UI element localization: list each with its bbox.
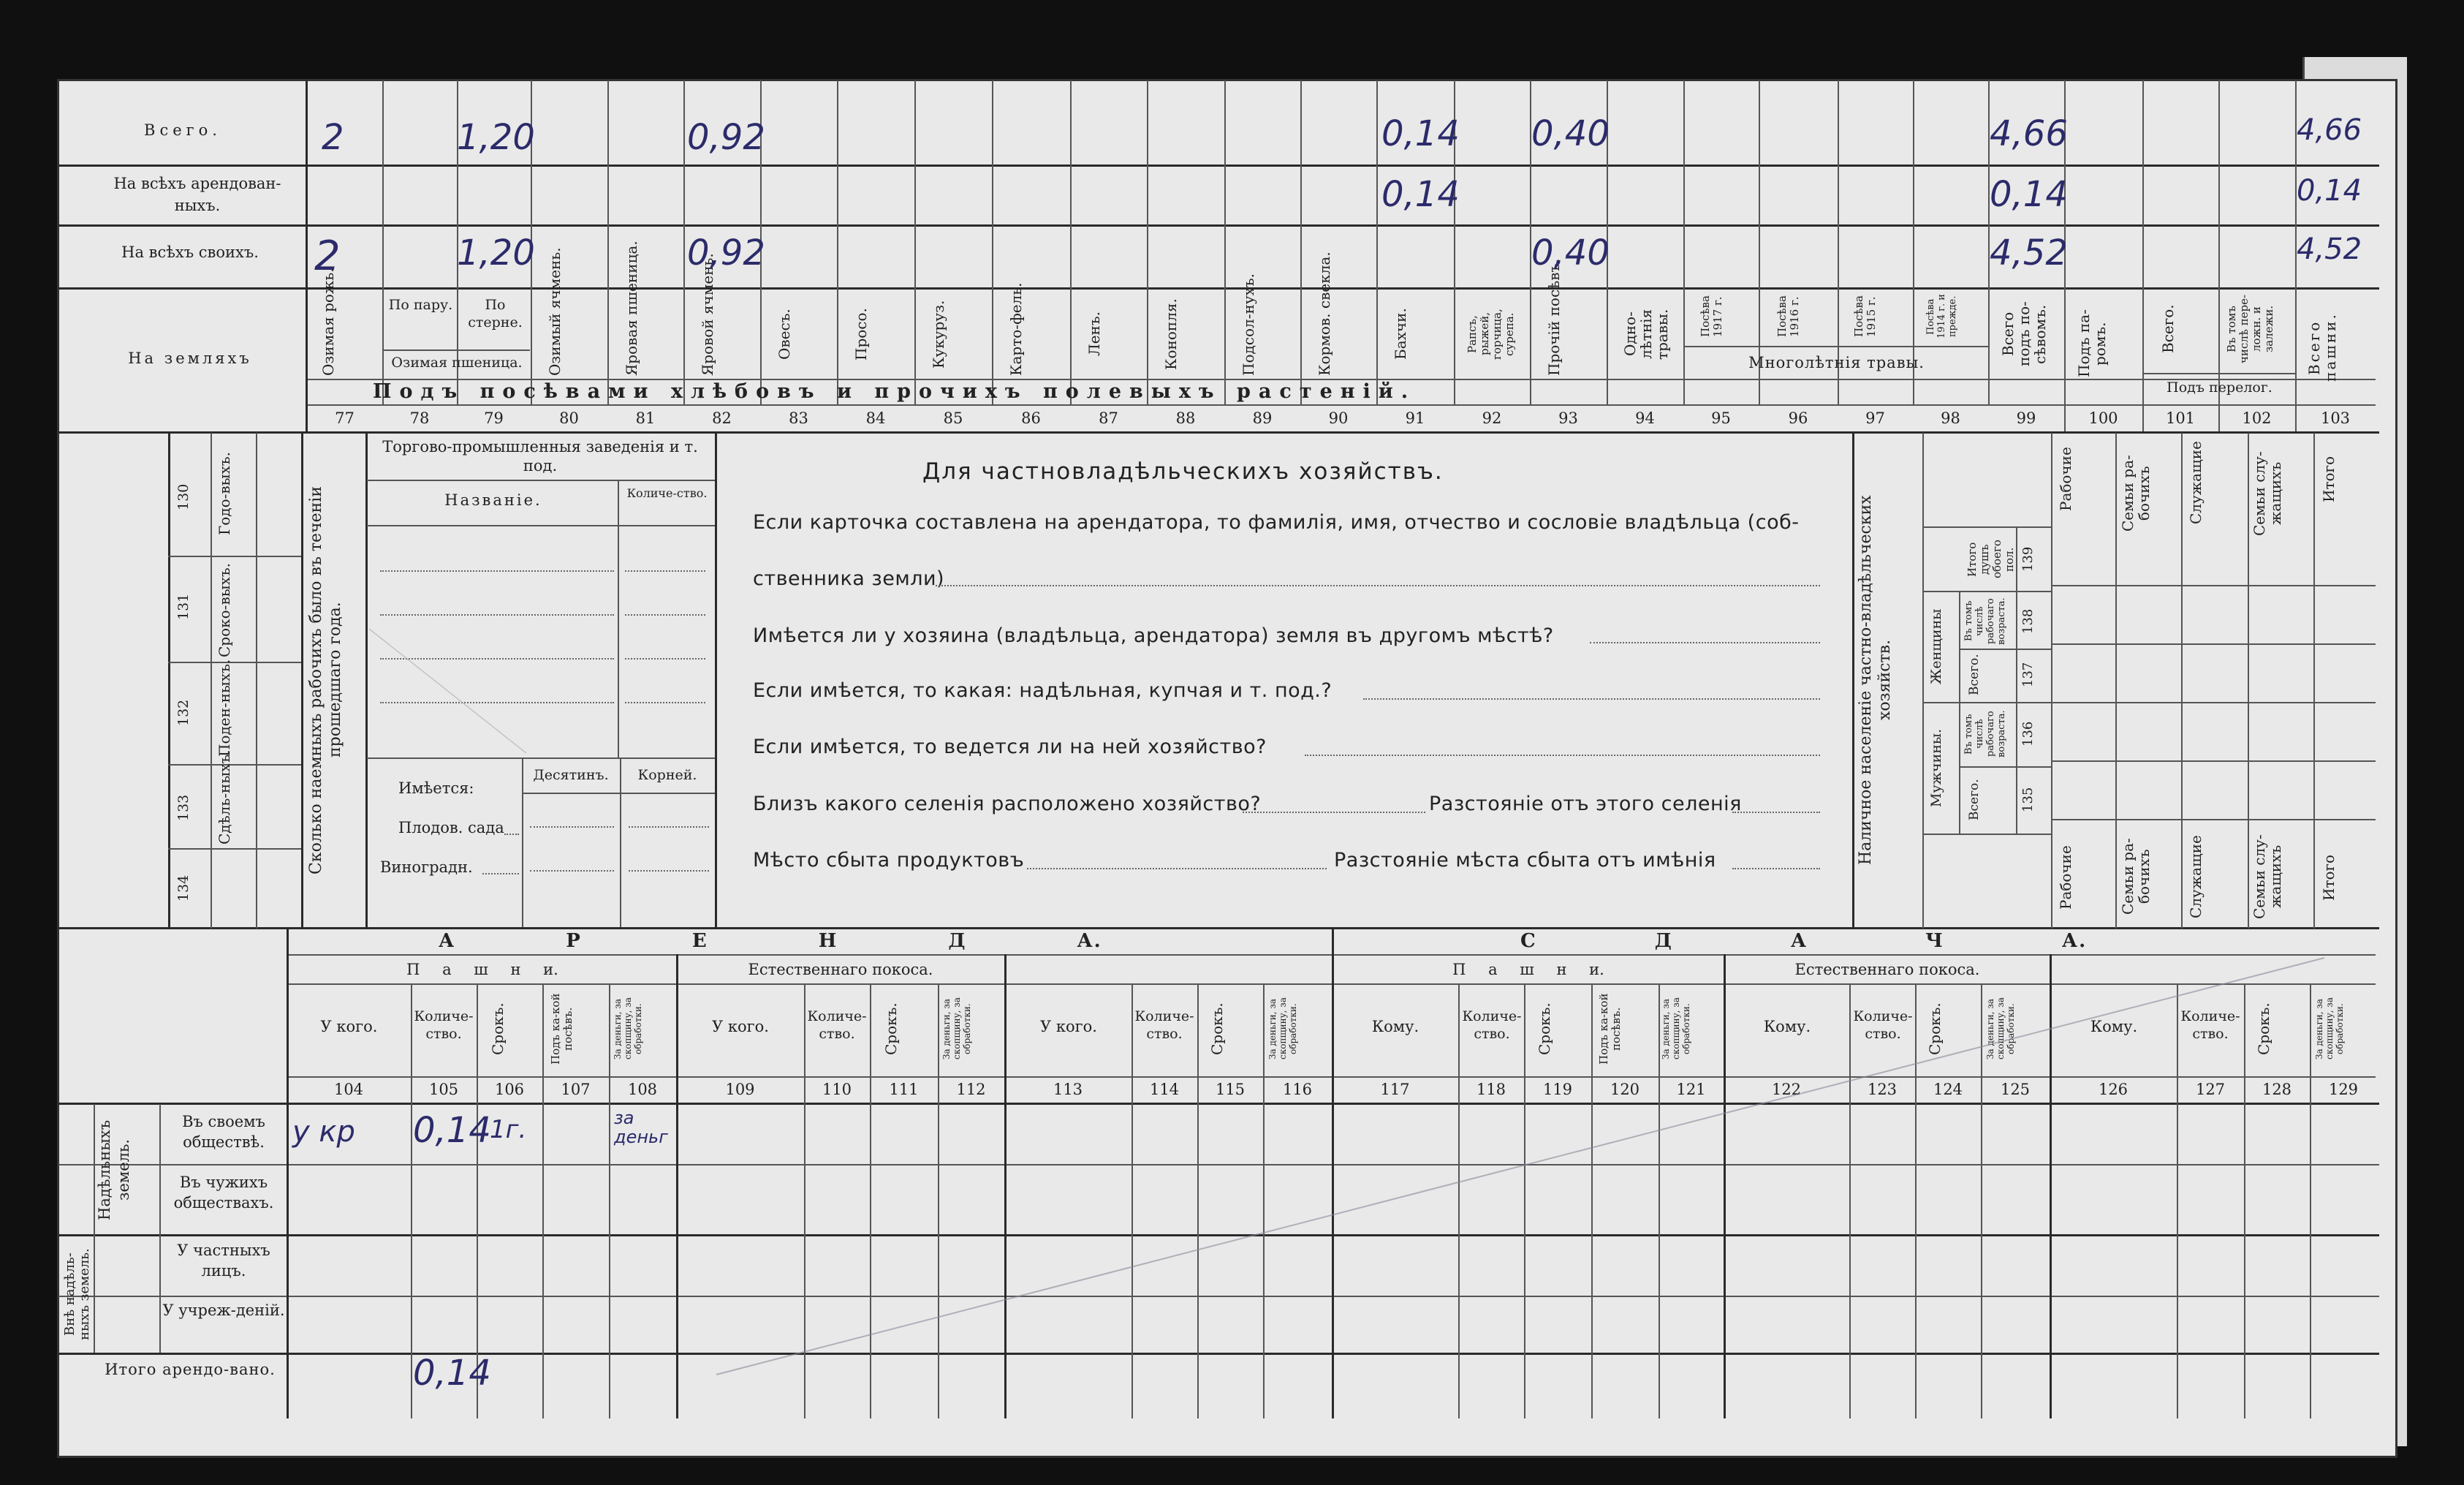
row-institutions: У учреж-денiй. [162, 1301, 285, 1319]
col-head-84: Просо. [852, 308, 870, 360]
col-head-91: Бахчи. [1392, 308, 1409, 360]
pop-num-135: 135 [2020, 787, 2036, 813]
vineyard-label: Виноградн. [380, 858, 473, 876]
hw-total-91: 0,14 [1381, 113, 1460, 154]
col-num-99: 99 [2016, 409, 2036, 427]
hw-rented-99: 0,14 [1990, 174, 2068, 215]
col-num-92: 92 [1482, 409, 1502, 427]
col-num-100: 100 [2088, 409, 2118, 427]
hired-num-132: 132 [175, 699, 192, 727]
col-head-98: Посѣва 1914 г. и прежде. [1925, 294, 1958, 339]
col-head-77: Озимая рожь. [319, 268, 337, 376]
head-106: Срокъ. [489, 1002, 507, 1055]
hw-total-82: 0,92 [687, 117, 765, 158]
head-129: За деньги, за скопщину, за обработки. [2314, 997, 2345, 1060]
head-118: Количе-ство. [1462, 1008, 1522, 1042]
korney-head: Корней. [637, 767, 697, 783]
col-num-82: 82 [712, 409, 732, 427]
row-private-persons: У частныхъ лицъ. [177, 1242, 270, 1280]
arenda-title: А Р Е Н Д А. [439, 930, 1102, 952]
col-num-79: 79 [484, 409, 504, 427]
col-num-86: 86 [1021, 409, 1041, 427]
hw-total-93: 0,40 [1531, 113, 1610, 154]
sub-head-winter-wheat: Озимая пшеница. [391, 355, 523, 371]
col-num-90: 90 [1328, 409, 1349, 427]
group-non-allotment: Внѣ надѣль-ныхъ земель. [62, 1248, 92, 1340]
head-123: Количе-ство. [1853, 1008, 1913, 1042]
col-head-80: Озимый ячмень. [546, 247, 564, 376]
hw-row1-pay: за деньг [614, 1108, 668, 1147]
col-num-81: 81 [635, 409, 656, 427]
hw-own-82: 0,92 [687, 233, 765, 273]
hw-rented-91: 0,14 [1381, 174, 1460, 215]
hw-own-93: 0,40 [1531, 233, 1610, 273]
pop-num-138: 138 [2020, 608, 2036, 634]
head-114: Количе-ство. [1134, 1008, 1194, 1042]
bcol-num-111: 111 [889, 1081, 919, 1098]
col-num-84: 84 [865, 409, 886, 427]
col-num-95: 95 [1711, 409, 1731, 427]
has-label: Имѣется: [398, 779, 474, 797]
bcol-num-105: 105 [428, 1081, 459, 1098]
bcol-num-125: 125 [2000, 1081, 2031, 1098]
col-head-103: Всего пашни. [2305, 312, 2339, 382]
question-market: Мѣсто сбыта продуктовъ [753, 849, 1025, 872]
bcol-num-128: 128 [2262, 1081, 2292, 1098]
head-119: Срокъ. [1536, 1002, 1553, 1055]
col-num-103: 103 [2320, 409, 2351, 427]
right-foot-total: Итого [2320, 854, 2338, 901]
col-num-94: 94 [1635, 409, 1655, 427]
hw-total-103: 4,66 [2297, 113, 2362, 147]
col-num-89: 89 [1252, 409, 1273, 427]
bcol-num-126: 126 [2098, 1081, 2128, 1098]
crops-band-title: Подъ посѣвами хлѣбовъ и прочихъ полевыхъ растенiй. [373, 380, 1417, 403]
col-num-85: 85 [943, 409, 963, 427]
row-label-own: На всѣхъ своихъ. [121, 243, 259, 261]
head-121: За деньги, за скопщину, за обработки. [1661, 997, 1691, 1060]
hw-total-qty: 0,14 [413, 1353, 491, 1394]
col-head-86: Карто-фель. [1007, 282, 1025, 376]
col-head-81: Яровая пшеница. [623, 241, 640, 376]
question-village-distance: Разстоянiе отъ этого селенiя [1429, 793, 1742, 815]
bcol-num-104: 104 [333, 1081, 364, 1098]
arenda-pashni: П а ш н и. [406, 961, 558, 978]
right-head-total: Итого [2320, 456, 2338, 502]
bcol-num-118: 118 [1476, 1081, 1506, 1098]
hired-num-133: 133 [175, 794, 192, 822]
col-head-95: Посѣва 1917 г. [1699, 295, 1724, 338]
pop-head-men: Мужчины. [1928, 728, 1944, 807]
bcol-num-109: 109 [725, 1081, 755, 1098]
col-head-100: Подъ па-ромъ. [2075, 309, 2109, 378]
hw-own-99: 4,52 [1990, 233, 2068, 273]
col-num-91: 91 [1405, 409, 1425, 427]
question-owner: Если карточка составлена на арендатора, то фамилiя, имя, отчество и сословiе владѣльца (соб- [753, 511, 1800, 534]
col-head-93: Прочiй посѣвъ. [1545, 258, 1563, 376]
question-market-distance: Разстоянiе мѣста сбыта отъ имѣнiя [1334, 849, 1716, 872]
col-head-78: По пару. [388, 297, 453, 313]
pop-head-total-hh: Итого душъ обоего пол. [1965, 540, 2016, 579]
trade-name-head: Названiе. [444, 491, 542, 509]
bcol-num-113: 113 [1053, 1081, 1083, 1098]
private-title: Для частновладѣльческихъ хозяйствъ. [922, 458, 1444, 485]
question-other-land: Имѣется ли у хозяина (владѣльца, арендатора) земля въ другомъ мѣстѣ? [753, 624, 1554, 647]
pop-head-women-workers: Въ томъ числѣ рабочаго возраста. [1963, 597, 2007, 645]
col-num-80: 80 [559, 409, 579, 427]
head-124: Срокъ. [1926, 1002, 1944, 1055]
pop-head-women-total: Всего. [1967, 654, 1982, 696]
row-own-society: Въ своемъ обществѣ. [182, 1113, 265, 1151]
col-num-96: 96 [1788, 409, 1808, 427]
pop-num-136: 136 [2020, 721, 2036, 747]
col-head-90: Кормов. свекла. [1316, 252, 1333, 376]
trade-title: Торгово-промышленныя заведенiя и т. под. [382, 438, 698, 475]
bcol-num-106: 106 [494, 1081, 525, 1098]
bcol-num-107: 107 [561, 1081, 591, 1098]
head-110: Количе-ство. [807, 1008, 867, 1042]
bcol-num-114: 114 [1149, 1081, 1180, 1098]
head-111: Срокъ. [882, 1002, 900, 1055]
head-104: У кого. [320, 1018, 378, 1035]
col-head-89: Подсол-нухъ. [1240, 273, 1257, 376]
hw-own-77: 2 [314, 233, 341, 280]
hired-workers-title: Сколько наемныхъ рабочихъ было въ теченiи прошедшаго года. [307, 485, 344, 874]
col-head-87: Ленъ. [1085, 311, 1103, 357]
col-head-82: Яровой ячмень. [699, 253, 716, 376]
right-head-workers: Рабочие [2057, 447, 2074, 511]
col-num-101: 101 [2165, 409, 2196, 427]
hw-row1-term: 1г. [490, 1115, 527, 1144]
population-title: Наличное населенiе частно-владѣльческих хозяйств. [1857, 495, 1894, 865]
col-num-78: 78 [409, 409, 430, 427]
pop-num-137: 137 [2020, 662, 2036, 688]
bcol-num-116: 116 [1282, 1081, 1313, 1098]
question-farming: Если имѣется, то ведется ли на ней хозяйство? [753, 736, 1267, 758]
head-113: У кого. [1040, 1018, 1097, 1035]
bcol-num-120: 120 [1610, 1081, 1640, 1098]
bcol-num-117: 117 [1380, 1081, 1410, 1098]
col-num-88: 88 [1175, 409, 1196, 427]
question-village: Близъ какого селенiя расположено хозяйство? [753, 793, 1262, 815]
head-107: Подъ ка-кой посѣвъ. [549, 993, 575, 1065]
hw-rented-103: 0,14 [2297, 174, 2362, 208]
head-125: За деньги, за скопщину, за обработки. [1985, 997, 2016, 1060]
head-122: Кому. [1763, 1018, 1811, 1035]
arenda-pokos: Естественнаго покоса. [748, 961, 933, 978]
row-total-rented: Итого арендо-вано. [105, 1361, 276, 1378]
pop-head-men-total: Всего. [1967, 779, 1982, 821]
pop-head-men-workers: Въ томъ числѣ рабочаго возраста. [1963, 710, 2007, 758]
head-126: Кому. [2090, 1018, 2138, 1035]
bcol-num-124: 124 [1933, 1081, 1963, 1098]
col-head-85: Кукуруз. [930, 300, 947, 369]
bcol-num-122: 122 [1771, 1081, 1802, 1098]
sub-head-perennial-grass: Многолѣтнiя травы. [1748, 354, 1925, 371]
col-num-87: 87 [1099, 409, 1118, 427]
head-117: Кому. [1371, 1018, 1419, 1035]
bcol-num-121: 121 [1676, 1081, 1706, 1098]
col-head-99: Всего подъ по-сѣвомъ. [1999, 301, 2049, 367]
hw-own-79: 1,20 [457, 233, 535, 273]
col-num-77: 77 [335, 409, 355, 427]
col-head-97: Посѣва 1915 г. [1852, 295, 1878, 338]
right-foot-workers-families: Семьи ра-бочихъ [2119, 838, 2153, 915]
bcol-num-110: 110 [822, 1081, 852, 1098]
col-head-102: Въ томъ числѣ пере-ложн. и залежи. [2225, 294, 2275, 364]
bcol-num-112: 112 [956, 1081, 986, 1098]
right-foot-employees: Служащие [2187, 835, 2205, 918]
hw-total-79: 1,20 [457, 117, 535, 158]
hw-total-99: 4,66 [1990, 113, 2068, 154]
question-owner-cont: ственника земли) [753, 567, 945, 590]
hw-total-77: 2 [322, 117, 344, 158]
bcol-num-119: 119 [1542, 1081, 1573, 1098]
col-head-96: Посѣва 1916 г. [1775, 295, 1801, 338]
head-120: Подъ ка-кой посѣвъ. [1597, 993, 1623, 1065]
head-128: Срокъ. [2255, 1002, 2272, 1055]
right-head-employees-families: Семьи слу-жащихъ [2251, 451, 2284, 536]
pop-head-women: Женщины [1928, 608, 1944, 685]
col-head-94: Одно-лѣтнiя травы. [1621, 309, 1671, 360]
desyat-head: Десятинъ. [533, 767, 609, 783]
bcol-num-123: 123 [1867, 1081, 1898, 1098]
hired-head-piece: Сдѣль-ныхъ. [216, 749, 233, 844]
col-head-88: Конопля. [1162, 298, 1180, 370]
head-108: За деньги, за скопщину, за обработки. [613, 997, 643, 1060]
bcol-num-115: 115 [1215, 1081, 1246, 1098]
bcol-num-129: 129 [2328, 1081, 2359, 1098]
col-head-92: Рапсъ, рыжей, горчица, сурепа. [1466, 309, 1516, 360]
question-land-type: Если имѣется, то какая: надѣльная, купчая и т. под.? [753, 679, 1333, 702]
head-109: У кого. [712, 1018, 769, 1035]
row-label-rented: На всѣхъ арендован-ныхъ. [113, 175, 281, 214]
right-head-workers-families: Семьи ра-бочихъ [2119, 455, 2153, 532]
right-foot-employees-families: Семьи слу-жащихъ [2251, 834, 2284, 919]
col-head-83: Овесъ. [776, 309, 793, 360]
sdacha-title: С Д А Ч А. [1520, 930, 2088, 952]
hw-row1-who: у кр [292, 1115, 355, 1149]
sdacha-pokos: Естественнаго покоса. [1794, 961, 1980, 978]
head-115: Срокъ. [1208, 1002, 1226, 1055]
col-num-93: 93 [1558, 409, 1578, 427]
hired-head-yearly: Годо-выхъ. [216, 452, 233, 535]
col-head-79: По стерне. [468, 297, 523, 330]
garden-label: Плодов. сада [398, 819, 504, 836]
col-num-83: 83 [789, 409, 808, 427]
row-label-lands: На земляхъ [128, 349, 252, 367]
sdacha-pashni: П а ш н и. [1452, 961, 1604, 978]
bcol-num-108: 108 [627, 1081, 658, 1098]
col-num-98: 98 [1941, 409, 1960, 427]
hired-head-daily: Поден-ныхъ. [216, 659, 233, 757]
head-127: Количе-ство. [2180, 1008, 2240, 1042]
hired-num-134: 134 [175, 874, 192, 902]
row-other-society: Въ чужихъ обществахъ. [173, 1174, 274, 1212]
sub-head-fallow: Подъ перелог. [2167, 379, 2272, 396]
head-112: За деньги, за скопщину, за обработки. [941, 997, 972, 1060]
right-head-employees: Служащие [2187, 441, 2205, 524]
col-num-102: 102 [2242, 409, 2272, 427]
hw-own-103: 4,52 [2297, 233, 2362, 266]
hired-num-131: 131 [175, 593, 192, 621]
hired-num-130: 130 [175, 483, 192, 511]
hw-row1-qty: 0,14 [413, 1110, 491, 1151]
pop-num-139: 139 [2020, 546, 2036, 573]
col-num-97: 97 [1865, 409, 1885, 427]
group-allotment: Надѣльныхъ земель. [96, 1119, 132, 1220]
head-105: Количе-ство. [414, 1008, 474, 1042]
bcol-num-127: 127 [2195, 1081, 2226, 1098]
row-label-total: Всего. [144, 121, 221, 139]
head-116: За деньги, за скопщину, за обработки. [1267, 997, 1298, 1060]
trade-qty-head: Количе-ство. [626, 486, 708, 500]
col-head-101: Всего. [2159, 304, 2177, 354]
hired-head-term: Сроко-выхъ. [216, 563, 233, 658]
right-foot-workers: Рабочие [2057, 845, 2074, 910]
